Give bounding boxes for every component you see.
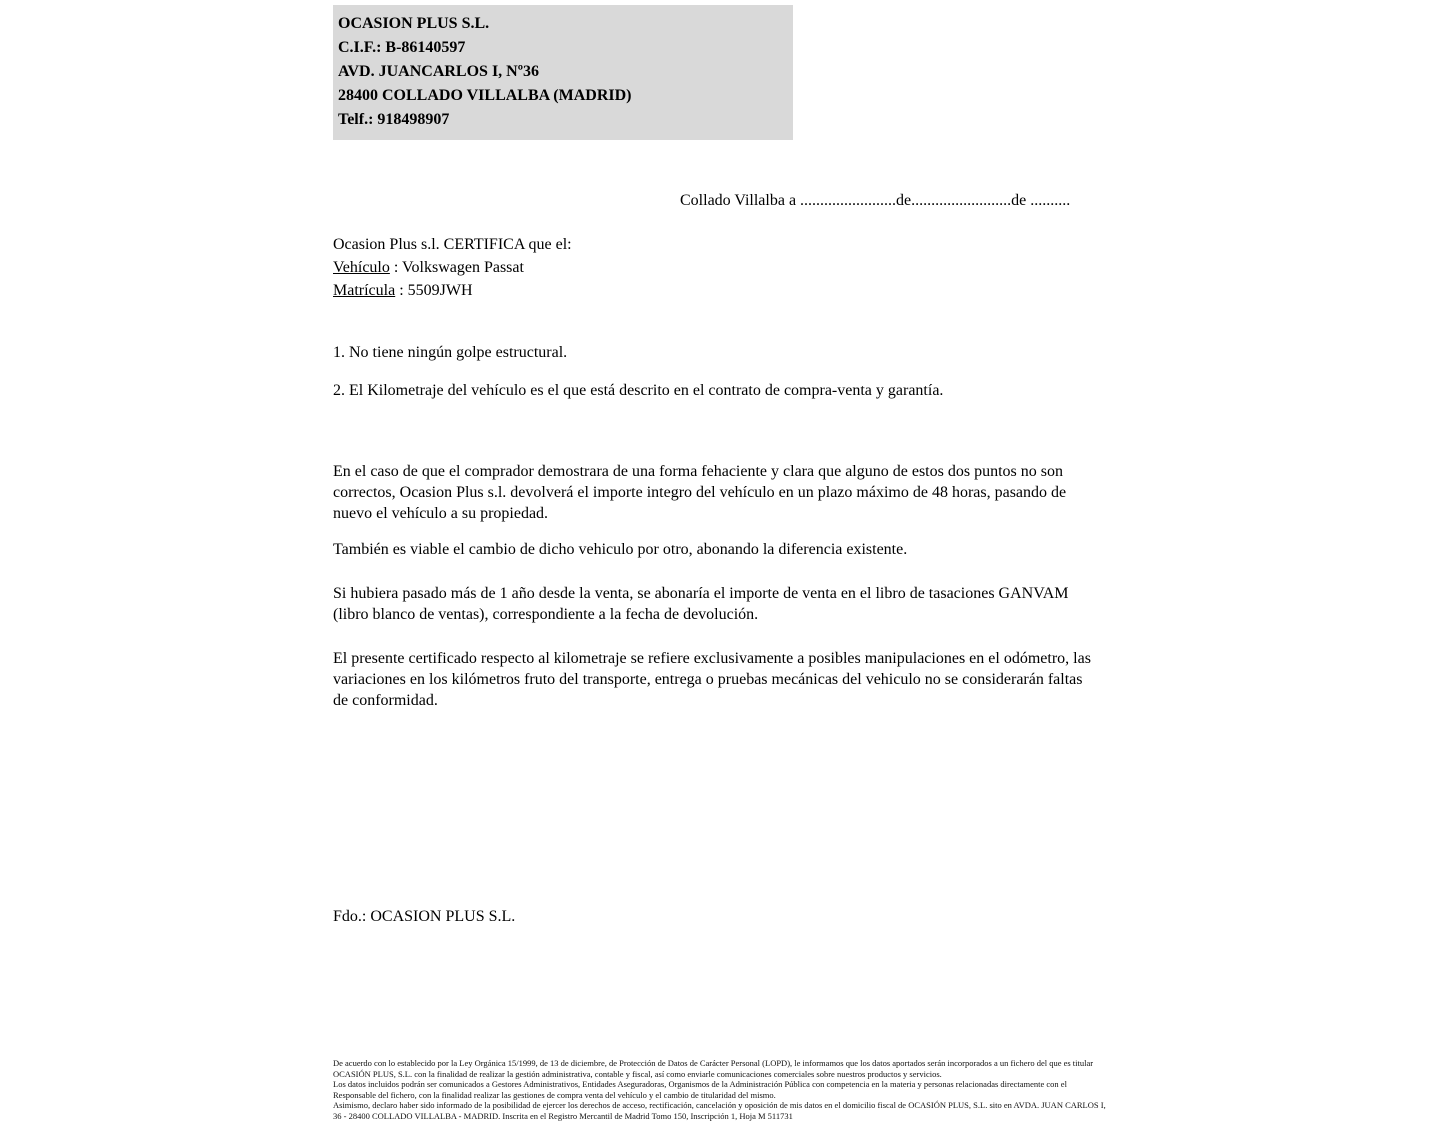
company-address: AVD. JUANCARLOS I, Nº36 bbox=[338, 63, 540, 80]
vehicle-label: Vehículo bbox=[333, 259, 390, 276]
certifica-block bbox=[333, 233, 1108, 302]
certificate-point-2: 2. El Kilometraje del vehículo es el que está descrito en el contrato de compra-venta y garantía. bbox=[333, 382, 944, 399]
legal-paragraph-data-sharing: Los datos incluidos podrán ser comunicados a Gestores Administrativos, Entidades Aseguradoras, Organismos de la Administración Pública con competencia en la materia y personas relacionadas directamente con el Responsable del fichero, con la finalidad realizar las gestiones de compra venta del vehículo y el cambio de titularidad del mismo. bbox=[333, 1079, 1067, 1100]
company-name: OCASION PLUS S.L. bbox=[338, 15, 490, 32]
plate-label: Matrícula bbox=[333, 282, 396, 299]
certifica-heading: Ocasion Plus s.l. CERTIFICA que el: bbox=[333, 236, 572, 253]
legal-paragraph-rights: Asimismo, declaro haber sido informado de la posibilidad de ejercer los derechos de acceso, rectificación, cancelación y oposición de mis datos en el domicilio fiscal de OCASIÓN PLUS, S.L. sito en AVDA. JUAN CARLOS I, 36 - 28400 COLLADO VILLALBA - MADRID. Inscrita en el Registro Mercantil de Madrid Tomo 150, Inscripción 1, Hoja M 511731 bbox=[333, 1100, 1106, 1121]
company-header-box bbox=[333, 5, 793, 140]
vehicle-value: : Volkswagen Passat bbox=[393, 259, 524, 276]
certificate-document bbox=[333, 0, 1108, 1121]
paragraph-exchange-option: También es viable el cambio de dicho vehiculo por otro, abonando la diferencia existente. bbox=[333, 541, 908, 558]
company-cif: C.I.F.: B-86140597 bbox=[338, 39, 466, 56]
signature-line: Fdo.: OCASION PLUS S.L. bbox=[333, 908, 516, 925]
company-city: 28400 COLLADO VILLALBA (MADRID) bbox=[338, 87, 632, 104]
certificate-point-1: 1. No tiene ningún golpe estructural. bbox=[333, 344, 568, 361]
plate-field bbox=[333, 279, 1108, 302]
paragraph-refund-terms: En el caso de que el comprador demostrara de una forma fehaciente y clara que alguno de estos dos puntos no son correctos, Ocasion Plus s.l. devolverá el importe integro del vehículo en un plazo máximo de 48 horas, pasando de nuevo el vehículo a su propiedad. bbox=[333, 463, 1067, 522]
plate-value: : 5509JWH bbox=[399, 282, 473, 299]
company-phone: Telf.: 918498907 bbox=[338, 111, 450, 128]
vehicle-field bbox=[333, 256, 1108, 279]
date-line: Collado Villalba a ........................de.........................de .......... bbox=[680, 192, 1071, 209]
legal-paragraph-lopd: De acuerdo con lo establecido por la Ley Orgánica 15/1999, de 13 de diciembre, de Protección de Datos de Carácter Personal (LOPD), le informamos que los datos aportados serán incorporados a un fichero del que es titular OCASIÓN PLUS, S.L. con la finalidad de realizar la gestión administrativa, contable y fiscal, así como enviarle comunicaciones comerciales sobre nuestros productos y servicios. bbox=[333, 1058, 1094, 1079]
legal-fine-print bbox=[333, 1058, 1108, 1121]
paragraph-ganvam: Si hubiera pasado más de 1 año desde la venta, se abonaría el importe de venta en el libro de tasaciones GANVAM (libro blanco de ventas), correspondiente a la fecha de devolución. bbox=[333, 585, 1069, 623]
paragraph-odometer-disclaimer: El presente certificado respecto al kilometraje se refiere exclusivamente a posibles manipulaciones en el odómetro, las variaciones en los kilómetros fruto del transporte, entrega o pruebas mecánicas del vehiculo no se considerarán faltas de conformidad. bbox=[333, 650, 1091, 709]
